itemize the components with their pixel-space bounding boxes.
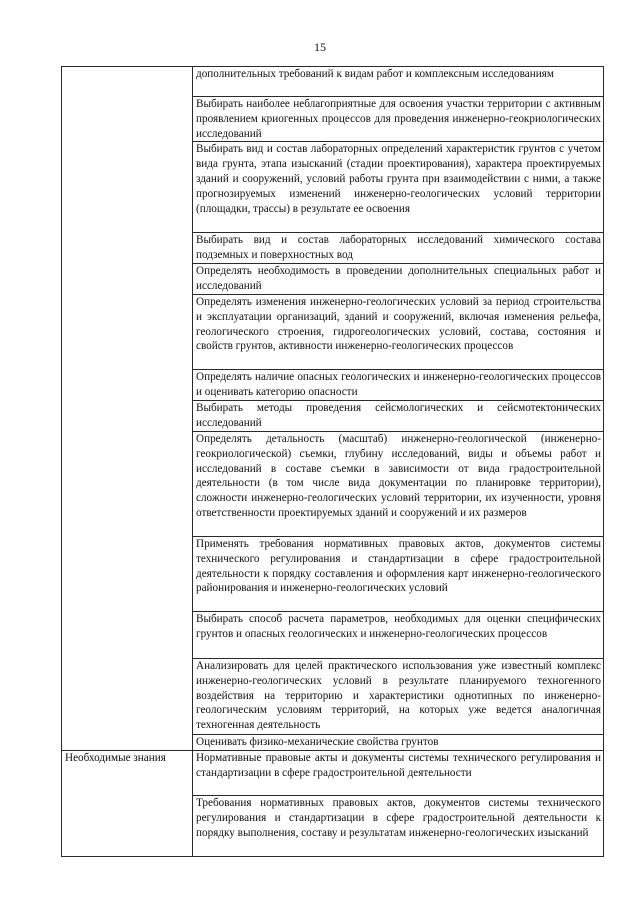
knowledge-text: Требования нормативных правовых актов, документов системы технического регулирования и стандартизации в сфере градостроительной деятельности к порядку выполнения, составу и результатам инженерно-геологических изысканий — [193, 795, 604, 856]
knowledge-text: Нормативные правовые акты и документы системы технического регулирования и стандартизации в сфере градостроительной деятельности — [193, 750, 604, 795]
requirement-text: Выбирать способ расчета параметров, необходимых для оценки специфических грунтов и опасных геологических и инженерно-геологических процессов — [193, 611, 604, 658]
requirement-text: дополнительных требований к видам работ и комплексным исследованиям — [193, 67, 604, 97]
requirement-text: Анализировать для целей практического использования уже известный комплекс инженерно-геологических условий в результате планируемого техногенного воздействия на территорию и характеристики однотипных по инженерно-геологическим условиям территорий, на которых уже ведется аналогичная техногенная деятельность — [193, 658, 604, 734]
requirement-text: Выбирать вид и состав лабораторных определений характеристик грунтов с учетом вида грунта, этапа изысканий (стадии проектирования), характера проектируемых зданий и сооружений, условий работы грунта при взаимодействии с ними, а также прогнозируемых изменений инженерно-геологических условий территории (площадки, трассы) в результате ее освоения — [193, 142, 604, 233]
requirement-text: Определять детальность (масштаб) инженерно-геологической (инженерно-геокриологической) съемки, глубину исследований, виды и объемы работ и исследований в составе съемки в зависимости от вида градостроительной деятельности (в том числе вида документации по планировке территории), сложности инженерно-геологических условий территории, их изученности, уровня ответственности проектируемых зданий и сооружений и их размеров — [193, 431, 604, 536]
table-row — [62, 750, 604, 795]
table-row — [62, 67, 604, 97]
requirement-text: Определять наличие опасных геологических и инженерно-геологических процессов и оценивать категорию опасности — [193, 369, 604, 400]
requirement-text: Определять необходимость в проведении дополнительных специальных работ и исследований — [193, 263, 604, 294]
requirement-text: Применять требования нормативных правовых актов, документов системы технического регулирования и стандартизации в сфере градостроительной деятельности к порядку составления и оформления карт инженерно-геологического районирования и инженерно-геологических условий — [193, 536, 604, 611]
requirement-text: Выбирать методы проведения сейсмологических и сейсмотектонических исследований — [193, 400, 604, 431]
row-header-cell — [62, 67, 193, 751]
competency-table — [61, 66, 604, 857]
page-number: 15 — [314, 40, 326, 54]
requirement-text: Оценивать физико-механические свойства грунтов — [193, 734, 604, 750]
row-header-cell: Необходимые знания — [62, 750, 193, 856]
requirement-text: Определять изменения инженерно-геологических условий за период строительства и эксплуатации организаций, зданий и сооружений, включая изменения рельефа, геологического строения, гидрогеологических условий, состава, состояния и свойств грунтов, активности инженерно-геологических процессов — [193, 294, 604, 369]
requirement-text: Выбирать наиболее неблагоприятные для освоения участки территории с активным проявлением криогенных процессов для проведения инженерно-геокриологических исследований — [193, 97, 604, 142]
requirement-text: Выбирать вид и состав лабораторных исследований химического состава подземных и поверхностных вод — [193, 233, 604, 264]
